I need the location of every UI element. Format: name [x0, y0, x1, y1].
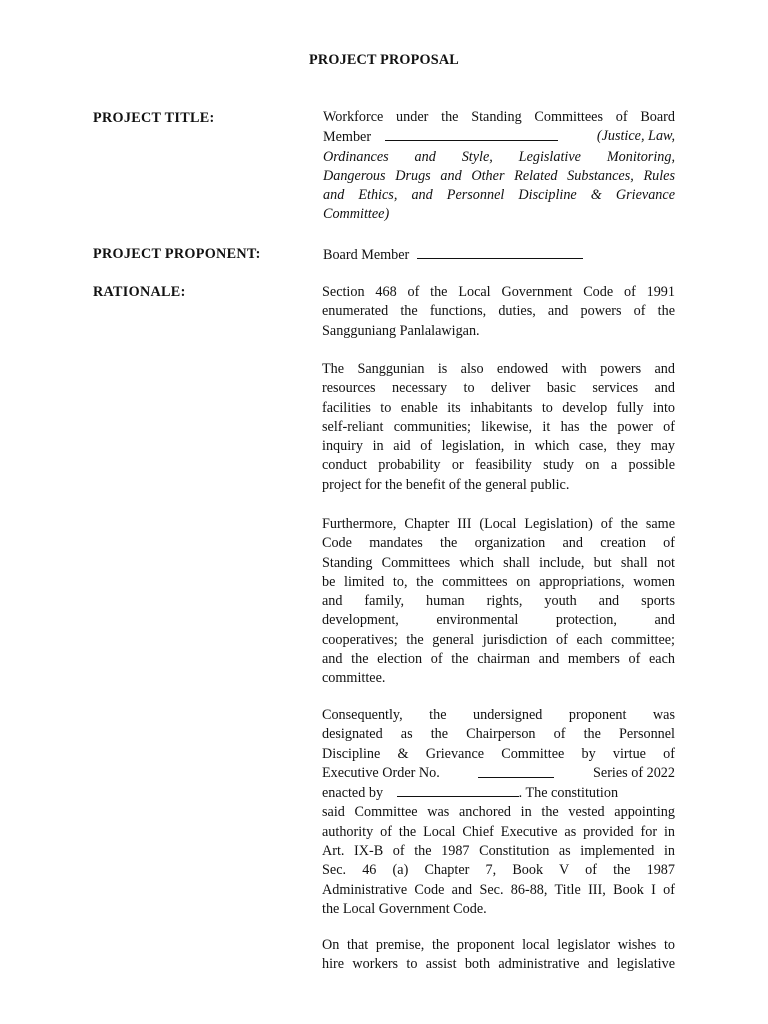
paragraph-line: Consequently, the undersigned proponent was: [322, 707, 675, 723]
paragraph-line: project for the benefit of the general public.: [322, 476, 570, 493]
project-title-line: Dangerous Drugs and Other Related Substances, Rules: [323, 167, 675, 184]
paragraph-line: committee.: [322, 670, 386, 687]
paragraph-line: [322, 783, 675, 803]
paragraph-line: Furthermore, Chapter III (Local Legislation) of the same: [322, 516, 675, 532]
paragraph-line: The Sanggunian is also endowed with powers and: [322, 361, 675, 377]
proponent-name-blank: [417, 245, 583, 259]
paragraph-line: and family, human rights, youth and sports: [322, 593, 675, 610]
paragraph-line: Sec. 46 (a) Chapter 7, Book V of the 1987: [322, 862, 675, 879]
project-title-text: [323, 108, 675, 225]
rationale-paragraph-3: [322, 515, 675, 689]
page-title: PROJECT PROPOSAL: [309, 52, 459, 68]
paragraph-line: Discipline & Grievance Committee by virtue of: [322, 745, 675, 762]
paragraph-line: enumerated the functions, duties, and powers of the: [322, 303, 675, 320]
paragraph-line: development, environmental protection, and: [322, 612, 675, 629]
proponent-board-member: Board Member: [323, 247, 410, 263]
rationale-paragraph-2: [322, 360, 675, 495]
rationale-label: RATIONALE:: [93, 284, 186, 300]
project-title-member: Member: [323, 129, 372, 146]
project-title-line: (Justice, Law,: [596, 128, 675, 145]
paragraph-line: be limited to, the committees on appropriations, women: [322, 573, 675, 590]
paragraph-line: self-reliant communities; likewise, it has the power of: [322, 418, 675, 435]
paragraph-line: Code mandates the organization and creation of: [322, 535, 675, 552]
paragraph-line: inquiry in aid of legislation, in which case, they may: [322, 438, 675, 455]
paragraph-line: facilities to enable its inhabitants to develop fully into: [322, 399, 675, 416]
executive-order-label: Executive Order No.: [322, 764, 440, 781]
paragraph-line: hire workers to assist both administrative and legislative: [322, 956, 675, 973]
project-title-line: [323, 127, 675, 147]
enacted-by-label: enacted by: [322, 785, 384, 802]
paragraph-line: the Local Government Code.: [322, 900, 487, 917]
member-name-blank: [385, 127, 558, 141]
project-title-line: Ordinances and Style, Legislative Monitoring,: [323, 148, 675, 165]
paragraph-line: Section 468 of the Local Government Code of 1991: [322, 284, 675, 300]
paragraph-line: Standing Committees which shall include, but shall not: [322, 554, 675, 571]
project-title-line: Committee): [323, 206, 390, 223]
paragraph-line: said Committee was anchored in the vested appointing: [322, 804, 675, 821]
paragraph-line: conduct probability or feasibility study on a possible: [322, 457, 675, 474]
paragraph-line: cooperatives; the general jurisdiction of each committee;: [322, 631, 675, 648]
series-label: Series of 2022: [593, 764, 675, 781]
paragraph-line: Art. IX-B of the 1987 Constitution as implemented in: [322, 843, 675, 860]
paragraph-line: designated as the Chairperson of the Personnel: [322, 726, 675, 743]
paragraph-line: authority of the Local Chief Executive as provided for in: [322, 823, 675, 840]
project-title-label: PROJECT TITLE:: [93, 110, 215, 126]
rationale-paragraph-5: [322, 936, 675, 975]
enacted-by-blank: [397, 783, 519, 797]
paragraph-line: resources necessary to deliver basic services and: [322, 380, 675, 397]
paragraph-line: Sangguniang Panlalawigan.: [322, 322, 480, 339]
executive-order-number-blank: [478, 764, 554, 778]
rationale-paragraph-4: [322, 706, 675, 919]
paragraph-line: Administrative Code and Sec. 86-88, Title III, Book I of: [322, 881, 675, 898]
paragraph-line: and the election of the chairman and members of each: [322, 651, 675, 668]
paragraph-line: [322, 764, 675, 783]
rationale-paragraph-1: [322, 283, 675, 341]
project-proponent-text: [323, 245, 675, 265]
project-title-line: Workforce under the Standing Committees of Board: [323, 109, 675, 125]
project-proponent-label: PROJECT PROPONENT:: [93, 246, 261, 262]
paragraph-line: On that premise, the proponent local legislator wishes to: [322, 937, 675, 953]
constitution-label: . The constitution: [518, 785, 619, 802]
project-title-line: and Ethics, and Personnel Discipline & Grievance: [323, 187, 675, 204]
